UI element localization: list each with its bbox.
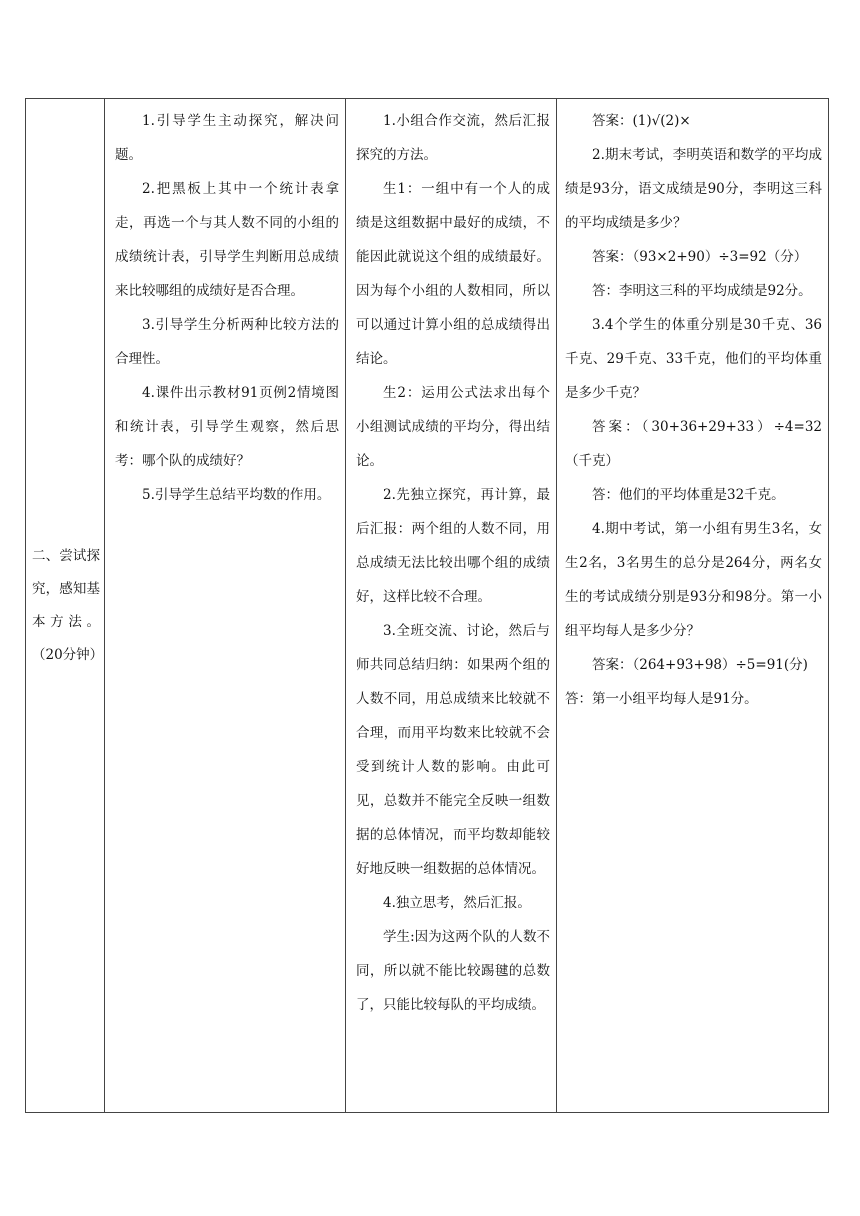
teacher-activity: 3.引导学生分析两种比较方法的合理性。	[115, 317, 339, 367]
student-activities-cell	[346, 99, 557, 1113]
teacher-activity: 4.课件出示教材91页例2情境图和统计表，引导学生观察，然后思考：哪个队的成绩好？	[115, 385, 339, 469]
teacher-activity: 1.引导学生主动探究，解决问题。	[115, 113, 339, 163]
student-activity: 2.先独立探究，再计算，最后汇报：两个组的人数不同，用总成绩无法比较出哪个组的成绩好，这样比较不合理。	[356, 487, 550, 605]
student-activity: 3.全班交流、讨论，然后与师共同总结归纳：如果两个组的人数不同，用总成绩来比较就不合理，而用平均数来比较就不会受到统计人数的影响。由此可见，总数并不能完全反映一组数据的总体情况，而平均数却能较好地反映一组数据的总体情况。	[356, 623, 550, 877]
teacher-activity: 2.把黑板上其中一个统计表拿走，再选一个与其人数不同的小组的成绩统计表，引导学生判断用总成绩来比较哪组的成绩好是否合理。	[115, 181, 339, 299]
exercise-line: 答：他们的平均体重是32千克。	[592, 487, 785, 503]
exercises-cell	[557, 99, 829, 1113]
student-activity: 学生:因为这两个队的人数不同，所以就不能比较踢毽的总数了，只能比较每队的平均成绩。	[356, 929, 550, 1013]
exercise-line: 答案：（264+93+98）÷5=91(分)	[592, 657, 808, 673]
student-activity: 4.独立思考，然后汇报。	[383, 895, 531, 911]
teacher-activities-cell	[105, 99, 346, 1113]
exercise-line: 3.4个学生的体重分别是30千克、36千克、29千克、33千克，他们的平均体重是多少千克？	[565, 317, 822, 401]
exercise-line: 答案：（93×2+90）÷3=92（分）	[592, 249, 808, 265]
exercise-line: 答案：(1)√(2)×	[592, 113, 691, 129]
lesson-plan-table	[25, 98, 829, 1113]
stage-label: 二、尝试探究，感知基本方法。（20分钟）	[32, 547, 104, 663]
teacher-activity: 5.引导学生总结平均数的作用。	[142, 487, 331, 503]
student-activity: 生2：运用公式法求出每个小组测试成绩的平均分，得出结论。	[356, 385, 550, 469]
exercise-line: 答：第一小组平均每人是91分。	[565, 691, 758, 707]
exercise-line: 2.期末考试，李明英语和数学的平均成绩是93分，语文成绩是90分，李明这三科的平均成绩是多少？	[565, 147, 822, 231]
exercise-line: 4.期中考试，第一小组有男生3名，女生2名，3名男生的总分是264分，两名女生的考试成绩分别是93分和98分。第一小组平均每人是多少分？	[565, 521, 822, 639]
exercise-line: 答案：（30+36+29+33）÷4=32（千克）	[565, 419, 822, 469]
exercise-line: 答：李明这三科的平均成绩是92分。	[592, 283, 812, 299]
table-row	[26, 99, 829, 1113]
stage-cell	[26, 99, 105, 1113]
student-activity: 1.小组合作交流，然后汇报探究的方法。	[356, 113, 550, 163]
student-activity: 生1：一组中有一个人的成绩是这组数据中最好的成绩，不能因此就说这个组的成绩最好。因为每个小组的人数相同，所以可以通过计算小组的总成绩得出结论。	[356, 181, 550, 367]
